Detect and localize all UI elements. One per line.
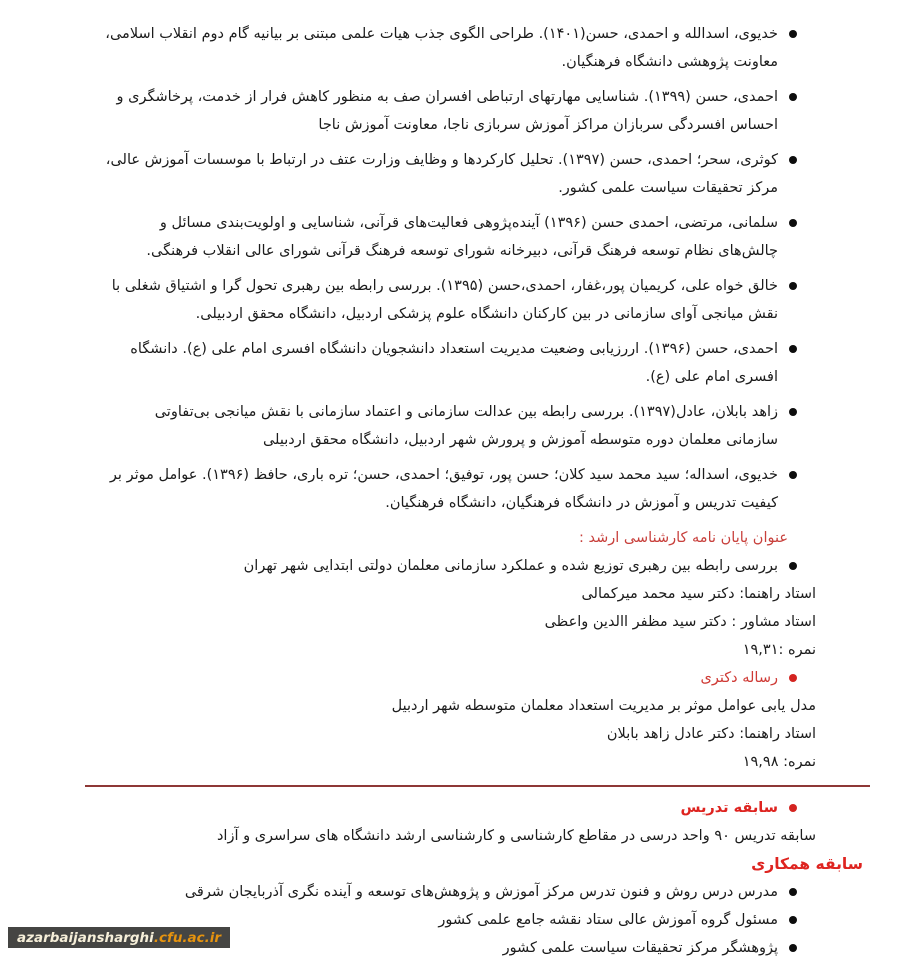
bullet-icon: [789, 471, 797, 479]
publication-entry: [105, 209, 778, 265]
publication-text: زاهد بابلان، عادل(۱۳۹۷). بررسی رابطه بین عدالت سازمانی و اعتماد سازمانی با نقش میانجی بی‌تفاوتی سازمانی معلمان دوره متوسطه آموزش و پرورش شهر اردبیل، دانشگاه محقق اردبیلی: [154, 404, 778, 448]
publications-list: [0, 20, 900, 517]
phd-heading: [105, 664, 778, 692]
masters-thesis-title: [105, 552, 778, 580]
collaboration-text: مسئول گروه آموزش عالی ستاد نقشه جامع علمی کشور: [438, 912, 778, 928]
publication-entry: [105, 272, 778, 328]
watermark-domain: .cfu.ac.ir: [153, 929, 222, 946]
phd-dissertation-section: [0, 664, 900, 776]
bullet-icon: [789, 674, 797, 682]
masters-advisor: استاد مشاور : دکتر سید مظفر االدین واعظی: [544, 614, 816, 630]
publication-text: احمدی، حسن (۱۳۹۹). شناسایی مهارتهای ارتباطی افسران صف به منظور کاهش فرار از خدمت، پرخاشگری و احساس افسردگی سربازان مراکز آموزش سربازی ناجا، معاونت آموزش ناجا: [116, 89, 778, 133]
publication-text: خالق خواه علی، کریمیان پور،غفار، احمدی،حسن (۱۳۹۵). بررسی رابطه بین رهبری تحول گرا و اشتیاق شغلی با نقش میانجی آوای سازمانی در بین کارکنان دانشگاه علوم پزشکی اردبیل، دانشگاه محقق اردبیلی.: [111, 278, 778, 322]
publication-text: احمدی، حسن (۱۳۹۶). اررزیابی وضعیت مدیریت استعداد دانشجویان دانشگاه افسری امام علی (ع). دانشگاه افسری امام علی (ع).: [130, 341, 778, 385]
bullet-icon: [789, 916, 797, 924]
collaboration-entry: [105, 878, 778, 906]
bullet-icon: [789, 408, 797, 416]
site-watermark: [8, 927, 230, 948]
teaching-heading: [105, 794, 778, 822]
publication-entry: [105, 83, 778, 139]
bullet-icon: [789, 219, 797, 227]
phd-grade: نمره: ۱۹,۹۸: [742, 754, 816, 770]
bullet-icon: [789, 93, 797, 101]
collaboration-heading: سابقه همکاری: [751, 855, 863, 873]
phd-heading-text: رساله دکتری: [700, 670, 778, 686]
publication-entry: [105, 398, 778, 454]
publication-entry: [105, 335, 778, 391]
publication-text: خدیوی، اسداله؛ سید محمد سید کلان؛ حسن پور، توفیق؛ احمدی، حسن؛ تره باری، حافظ (۱۳۹۶). عوامل موثر بر کیفیت تدریس و آموزش در دانشگاه فرهنگیان، دانشگاه فرهنگیان.: [109, 467, 778, 511]
teaching-section: [0, 794, 900, 850]
phd-title: مدل یابی عوامل موثر بر مدیریت استعداد معلمان متوسطه شهر اردبیل: [391, 698, 816, 714]
collaboration-text: مدرس درس روش و فنون تدرس مرکز آموزش و پژوهش‌های توسعه و آینده نگری آذربایجان شرقی: [184, 884, 778, 900]
publication-entry: [105, 20, 778, 76]
publication-text: کوثری، سحر؛ احمدی، حسن (۱۳۹۷). تحلیل کارکردها و وظایف وزارت عتف در ارتباط با موسسات آموزش عالی، مرکز تحقیقات سیاست علمی کشور.: [105, 152, 778, 196]
masters-thesis-heading: عنوان پایان نامه کارشناسی ارشد :: [579, 530, 788, 546]
publication-entry: [105, 461, 778, 517]
masters-grade: نمره :۱۹,۳۱: [742, 642, 816, 658]
collaboration-text: پژوهشگر مرکز تحقیقات سیاست علمی کشور: [502, 940, 778, 956]
bullet-icon: [789, 30, 797, 38]
publication-entry: [105, 146, 778, 202]
publication-text: خدیوی، اسدالله و احمدی، حسن(۱۴۰۱). طراحی الگوی جذب هیات علمی مبتنی بر بیانیه گام دوم انقلاب اسلامی، معاونت پژوهشی دانشگاه فرهنگیان.: [105, 26, 778, 70]
bullet-icon: [789, 345, 797, 353]
bullet-icon: [789, 944, 797, 952]
phd-supervisor: استاد راهنما: دکتر عادل زاهد بابلان: [606, 726, 816, 742]
bullet-icon: [789, 804, 797, 812]
bullet-icon: [789, 888, 797, 896]
publication-text: سلمانی، مرتضی، احمدی حسن (۱۳۹۶) آینده‌پژوهی فعالیت‌های قرآنی، شناسایی و اولویت‌بندی مسائل و چالش‌های نظام توسعه فرهنگ قرآنی، دبیرخانه شورای توسعه فرهنگ قرآنی شورای عالی انقلاب فرهنگی.: [146, 215, 778, 259]
section-divider: [85, 785, 870, 787]
bullet-icon: [789, 562, 797, 570]
teaching-heading-text: سابقه تدریس: [680, 800, 778, 816]
bullet-icon: [789, 282, 797, 290]
masters-thesis-title-text: بررسی رابطه بین رهبری توزیع شده و عملکرد سازمانی معلمان دولتی ابتدایی شهر تهران: [243, 558, 778, 574]
masters-supervisor: استاد راهنما: دکتر سید محمد میرکمالی: [581, 586, 816, 602]
watermark-site-name: azarbaijansharghi: [17, 929, 154, 946]
masters-thesis-section: [0, 524, 900, 664]
teaching-summary: سابقه تدریس ۹۰ واحد درسی در مقاطع کارشناسی و کارشناسی ارشد دانشگاه های سراسری و آزاد: [216, 828, 816, 844]
bullet-icon: [789, 156, 797, 164]
